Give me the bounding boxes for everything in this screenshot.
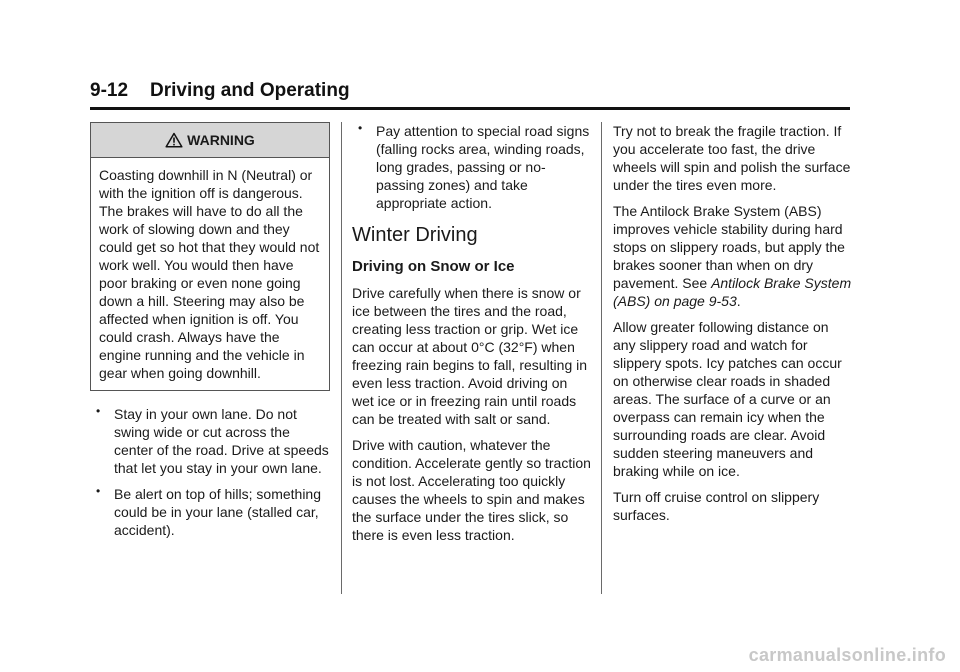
paragraph: Drive with caution, whatever the condition. Accelerate gently so traction is not lost. Accelerating too quickly causes the wheels to spin and makes the surface under the tires slick, so there is even less traction. [352, 437, 591, 543]
bullet-icon: • [96, 404, 101, 418]
warning-body: Coasting downhill in N (Neutral) or with the ignition off is dangerous. The brakes will have to do all the work of slowing down and they could get so hot that they would not work well. You would then have poor braking or even none going down a hill. Steering may also be affected when ignition is off. You could crash. Always have the engine running and the vehicle in gear when going downhill. [99, 167, 320, 381]
paragraph: Turn off cruise control on slippery surfaces. [613, 489, 820, 523]
header-rule [90, 107, 850, 110]
page-number: 9-12 [90, 80, 129, 101]
column-3 [613, 122, 853, 532]
list-item [90, 405, 330, 477]
column-divider-1 [341, 122, 342, 594]
paragraph: Drive carefully when there is snow or ice between the tires and the road, creating less traction or grip. Wet ice can occur at about 0°C (32°F) when freezing rain begins to fall, resulting in even less traction. Avoid driving on wet ice or in freezing rain until roads can be treated with salt or sand. [352, 285, 588, 427]
warning-title: WARNING [187, 132, 255, 148]
paragraph: Try not to break the fragile traction. If you accelerate too fast, the drive wheels will spin and polish the surface under the tires even more. [613, 123, 851, 193]
column-2 [352, 122, 592, 552]
paragraph-end: . [736, 293, 741, 309]
column-divider-2 [601, 122, 602, 594]
paragraph-abs [613, 202, 853, 310]
list-item [352, 122, 592, 212]
list-item-text: Stay in your own lane. Do not swing wide or cut across the center of the road. Drive at speeds that let you stay in your own lane. [114, 406, 329, 476]
list-item-text: Pay attention to special road signs (falling rocks area, winding roads, long grades, passing or no-passing zones) and take appropriate action. [376, 123, 590, 211]
paragraph-text: The Antilock Brake System (ABS) improves vehicle stability during hard stops on slippery roads, but apply the brakes sooner than when on dry pavement. See [613, 203, 845, 291]
bullet-icon: • [358, 121, 363, 135]
paragraph: Allow greater following distance on any slippery road and watch for slippery spots. Icy patches can occur on otherwise clear roads in shaded areas. The surface of a curve or an overpass can remain icy when the surrounding roads are clear. Avoid sudden steering maneuvers and braking while on ice. [613, 319, 842, 479]
section-heading: Winter Driving [352, 224, 478, 246]
column-1-bullets [90, 405, 330, 539]
warning-box [90, 122, 330, 391]
bullet-icon: • [96, 484, 101, 498]
list-item-text: Be alert on top of hills; something could be in your lane (stalled car, accident). [114, 486, 322, 538]
warning-header [91, 123, 329, 158]
watermark: carmanualsonline.info [748, 645, 946, 665]
column-2-bullets [352, 122, 592, 212]
section-title: Driving and Operating [150, 80, 350, 101]
header-title-line [90, 80, 850, 102]
list-item [90, 485, 330, 539]
warning-triangle-icon [165, 132, 183, 148]
page-header [90, 80, 850, 110]
subheading: Driving on Snow or Ice [352, 258, 515, 275]
column-1 [90, 122, 330, 547]
cross-reference-link[interactable]: Antilock Brake System (ABS) on page 9-53 [613, 275, 852, 309]
